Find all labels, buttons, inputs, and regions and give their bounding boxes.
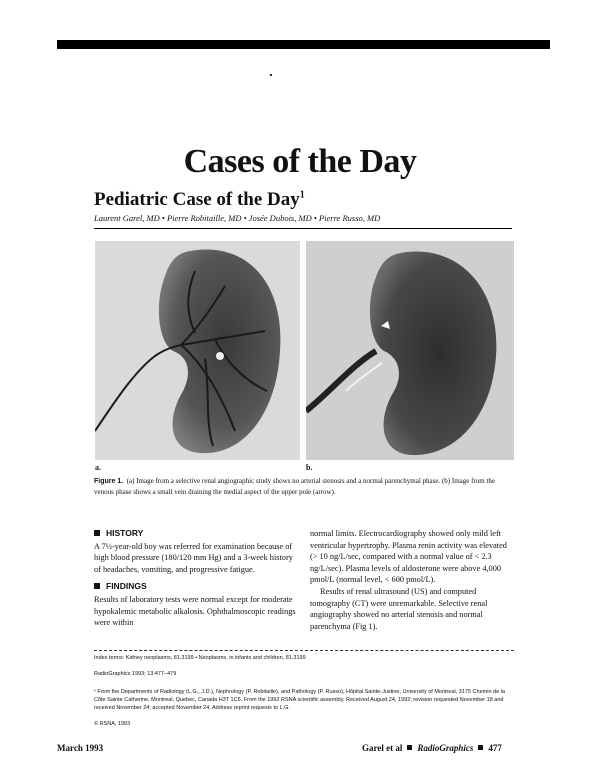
caption-text: (a) Image from a selective renal angiographic study shows no arterial stenosis and a normal parenchymal phase. (b) Image from the venous phase shows a small vein draining the medial aspect of the upper pole (arrow). (94, 477, 496, 496)
imaging-results-text: Results of renal ultrasound (US) and computed tomography (CT) were unremarkable. Selective renal angiography showed no arterial stenosis and normal parenchyma (Fig 1). (310, 586, 488, 631)
history-text: A 7½-year-old boy was referred for examination because of high blood pressure (180/120 mm Hg) and a 3-week history of headaches, vomiting, and progressive fatigue. (94, 541, 293, 574)
findings-heading (94, 581, 299, 593)
journal-reference: RadioGraphics 1993; 13:477–479 (94, 671, 177, 677)
findings-heading-text: FINDINGS (106, 581, 147, 592)
findings-text: Results of laboratory tests were normal except for moderate hypokalemic metabolic alkalosis. Ophthalmoscopic readings were within (94, 594, 296, 628)
footer-citation (362, 743, 502, 753)
case-title-text: Pediatric Case of the Day (94, 189, 300, 210)
case-title-footnote-mark: 1 (299, 189, 305, 201)
history-heading-text: HISTORY (106, 528, 144, 538)
history-heading (94, 528, 299, 540)
footer-journal: RadioGraphics (417, 743, 474, 753)
figure-1b-venous-phase (306, 241, 514, 460)
panel-label-b: b. (306, 463, 313, 472)
copyright: © RSNA, 1993 (94, 721, 131, 727)
square-bullet-icon (94, 583, 100, 589)
square-bullet-icon (478, 745, 483, 750)
case-title (94, 189, 305, 211)
index-terms: Index terms: Kidney neoplasms, 81.3199 • Neoplasms, in infants and children, 81.3199 (94, 655, 306, 661)
authors: Laurent Garel, MD • Pierre Robitaille, MD • Josée Dubois, MD • Pierre Russo, MD (94, 213, 381, 223)
square-bullet-icon (94, 530, 100, 536)
affiliation-note: ¹ From the Departments of Radiology (L.G., J.D.), Nephrology (P. Robitaille), and Pathology (P. Russo), Hôpital Sainte-Justine, University of Montreal, 3175 Chemin de la Côte Sainte Catherine, Montreal, Quebec, Canada H3T 1C5. From the 1992 RSNA scientific assembly. Received August 24, 1992; revision requested November 18 and received November 24; accepted November 24. Address reprint requests to L.G. (94, 689, 505, 711)
section-title: Cases of the Day (183, 143, 417, 180)
column-left (94, 528, 299, 629)
footer-author: Garel et al (362, 743, 403, 753)
figure-caption (94, 476, 514, 498)
footer-page-number: 477 (488, 743, 502, 753)
figure-1a-angiogram (95, 241, 300, 460)
footer-date: March 1993 (57, 743, 104, 753)
header-rule (94, 228, 512, 229)
caption-label: Figure 1. (94, 478, 124, 485)
column-right (310, 528, 516, 632)
footnote-rule (94, 650, 514, 651)
speck (270, 74, 272, 76)
findings-continued-text: normal limits. Electrocardiography showed only mild left ventricular hypertrophy. Plasma renin activity was elevated (> 10 ng/L/sec, compared with a normal value of < 2.3 ng/L/sec). Plasma levels of aldosterone were above 4,000 pmol/L (normal level, < 600 pmol/L). (310, 529, 507, 585)
top-bar (57, 40, 550, 49)
panel-label-a: a. (95, 463, 101, 472)
square-bullet-icon (407, 745, 412, 750)
